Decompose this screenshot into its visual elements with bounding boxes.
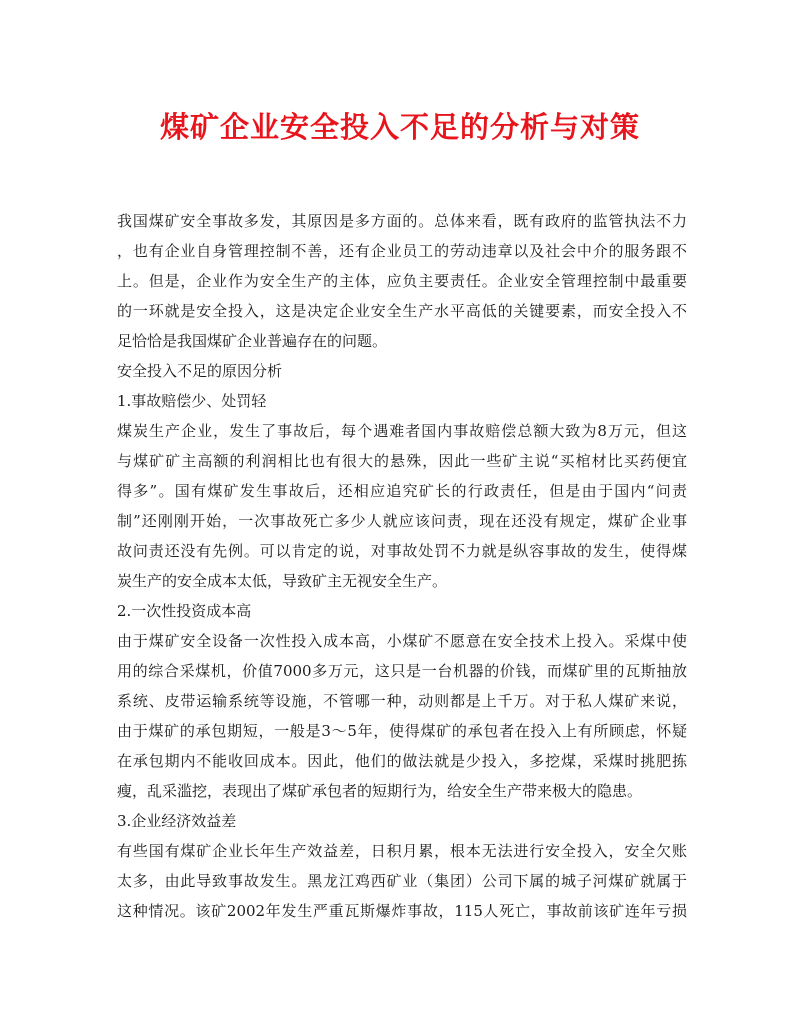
body-line: 瘦，乱采滥挖，表现出了煤矿承包者的短期行为，给安全生产带来极大的隐患。	[117, 782, 643, 800]
body-line: 与煤矿矿主高额的利润相比也有很大的悬殊，因此一些矿主说“买棺材比买药便宜	[117, 452, 687, 470]
body-line: 制”还刚刚开始，一次事故死亡多少人就应该问责，现在还没有规定，煤矿企业事	[117, 512, 687, 530]
subsection-heading: 3.企业经济效益差	[117, 812, 237, 830]
subsection-heading: 2.一次性投资成本高	[117, 602, 252, 620]
body-line: 由于煤矿安全设备一次性投入成本高，小煤矿不愿意在安全技术上投入。采煤中使	[117, 632, 687, 650]
body-line: 足恰恰是我国煤矿企业普遍存在的问题。	[117, 332, 388, 350]
body-line: 上。但是，企业作为安全生产的主体，应负主要责任。企业安全管理控制中最重要	[117, 272, 687, 290]
body-line: 在承包期内不能收回成本。因此，他们的做法就是少投入，多挖煤，采煤时挑肥拣	[117, 752, 687, 770]
document-title: 煤矿企业安全投入不足的分析与对策	[159, 110, 640, 144]
body-line: 这种情况。该矿2002年发生严重瓦斯爆炸事故，115人死亡，事故前该矿连年亏损	[117, 902, 687, 920]
body-line: ，也有企业自身管理控制不善，还有企业员工的劳动违章以及社会中介的服务跟不	[117, 242, 687, 260]
body-line: 炭生产的安全成本太低，导致矿主无视安全生产。	[117, 572, 448, 590]
body-line: 有些国有煤矿企业长年生产效益差，日积月累，根本无法进行安全投入，安全欠账	[117, 842, 687, 860]
section-heading: 安全投入不足的原因分析	[117, 362, 283, 380]
document-body	[117, 206, 687, 926]
body-line: 太多，由此导致事故发生。黑龙江鸡西矿业（集团）公司下属的城子河煤矿就属于	[117, 872, 687, 890]
body-line: 由于煤矿的承包期短，一般是3～5年，使得煤矿的承包者在投入上有所顾虑，怀疑	[117, 722, 687, 740]
body-line: 煤炭生产企业，发生了事故后，每个遇难者国内事故赔偿总额大致为8万元，但这	[117, 422, 687, 440]
body-line: 系统、皮带运输系统等设施，不管哪一种，动则都是上千万。对于私人煤矿来说，	[117, 692, 687, 710]
body-line: 用的综合采煤机，价值7000多万元，这只是一台机器的价钱，而煤矿里的瓦斯抽放	[117, 662, 687, 680]
body-line: 故问责还没有先例。可以肯定的说，对事故处罚不力就是纵容事故的发生，使得煤	[117, 542, 687, 560]
body-line: 的一环就是安全投入，这是决定企业安全生产水平高低的关键要素，而安全投入不	[117, 302, 687, 320]
body-line: 得多”。国有煤矿发生事故后，还相应追究矿长的行政责任，但是由于国内“问责	[117, 482, 687, 500]
body-line: 我国煤矿安全事故多发，其原因是多方面的。总体来看，既有政府的监管执法不力	[117, 212, 687, 230]
subsection-heading: 1.事故赔偿少、处罚轻	[117, 392, 267, 410]
